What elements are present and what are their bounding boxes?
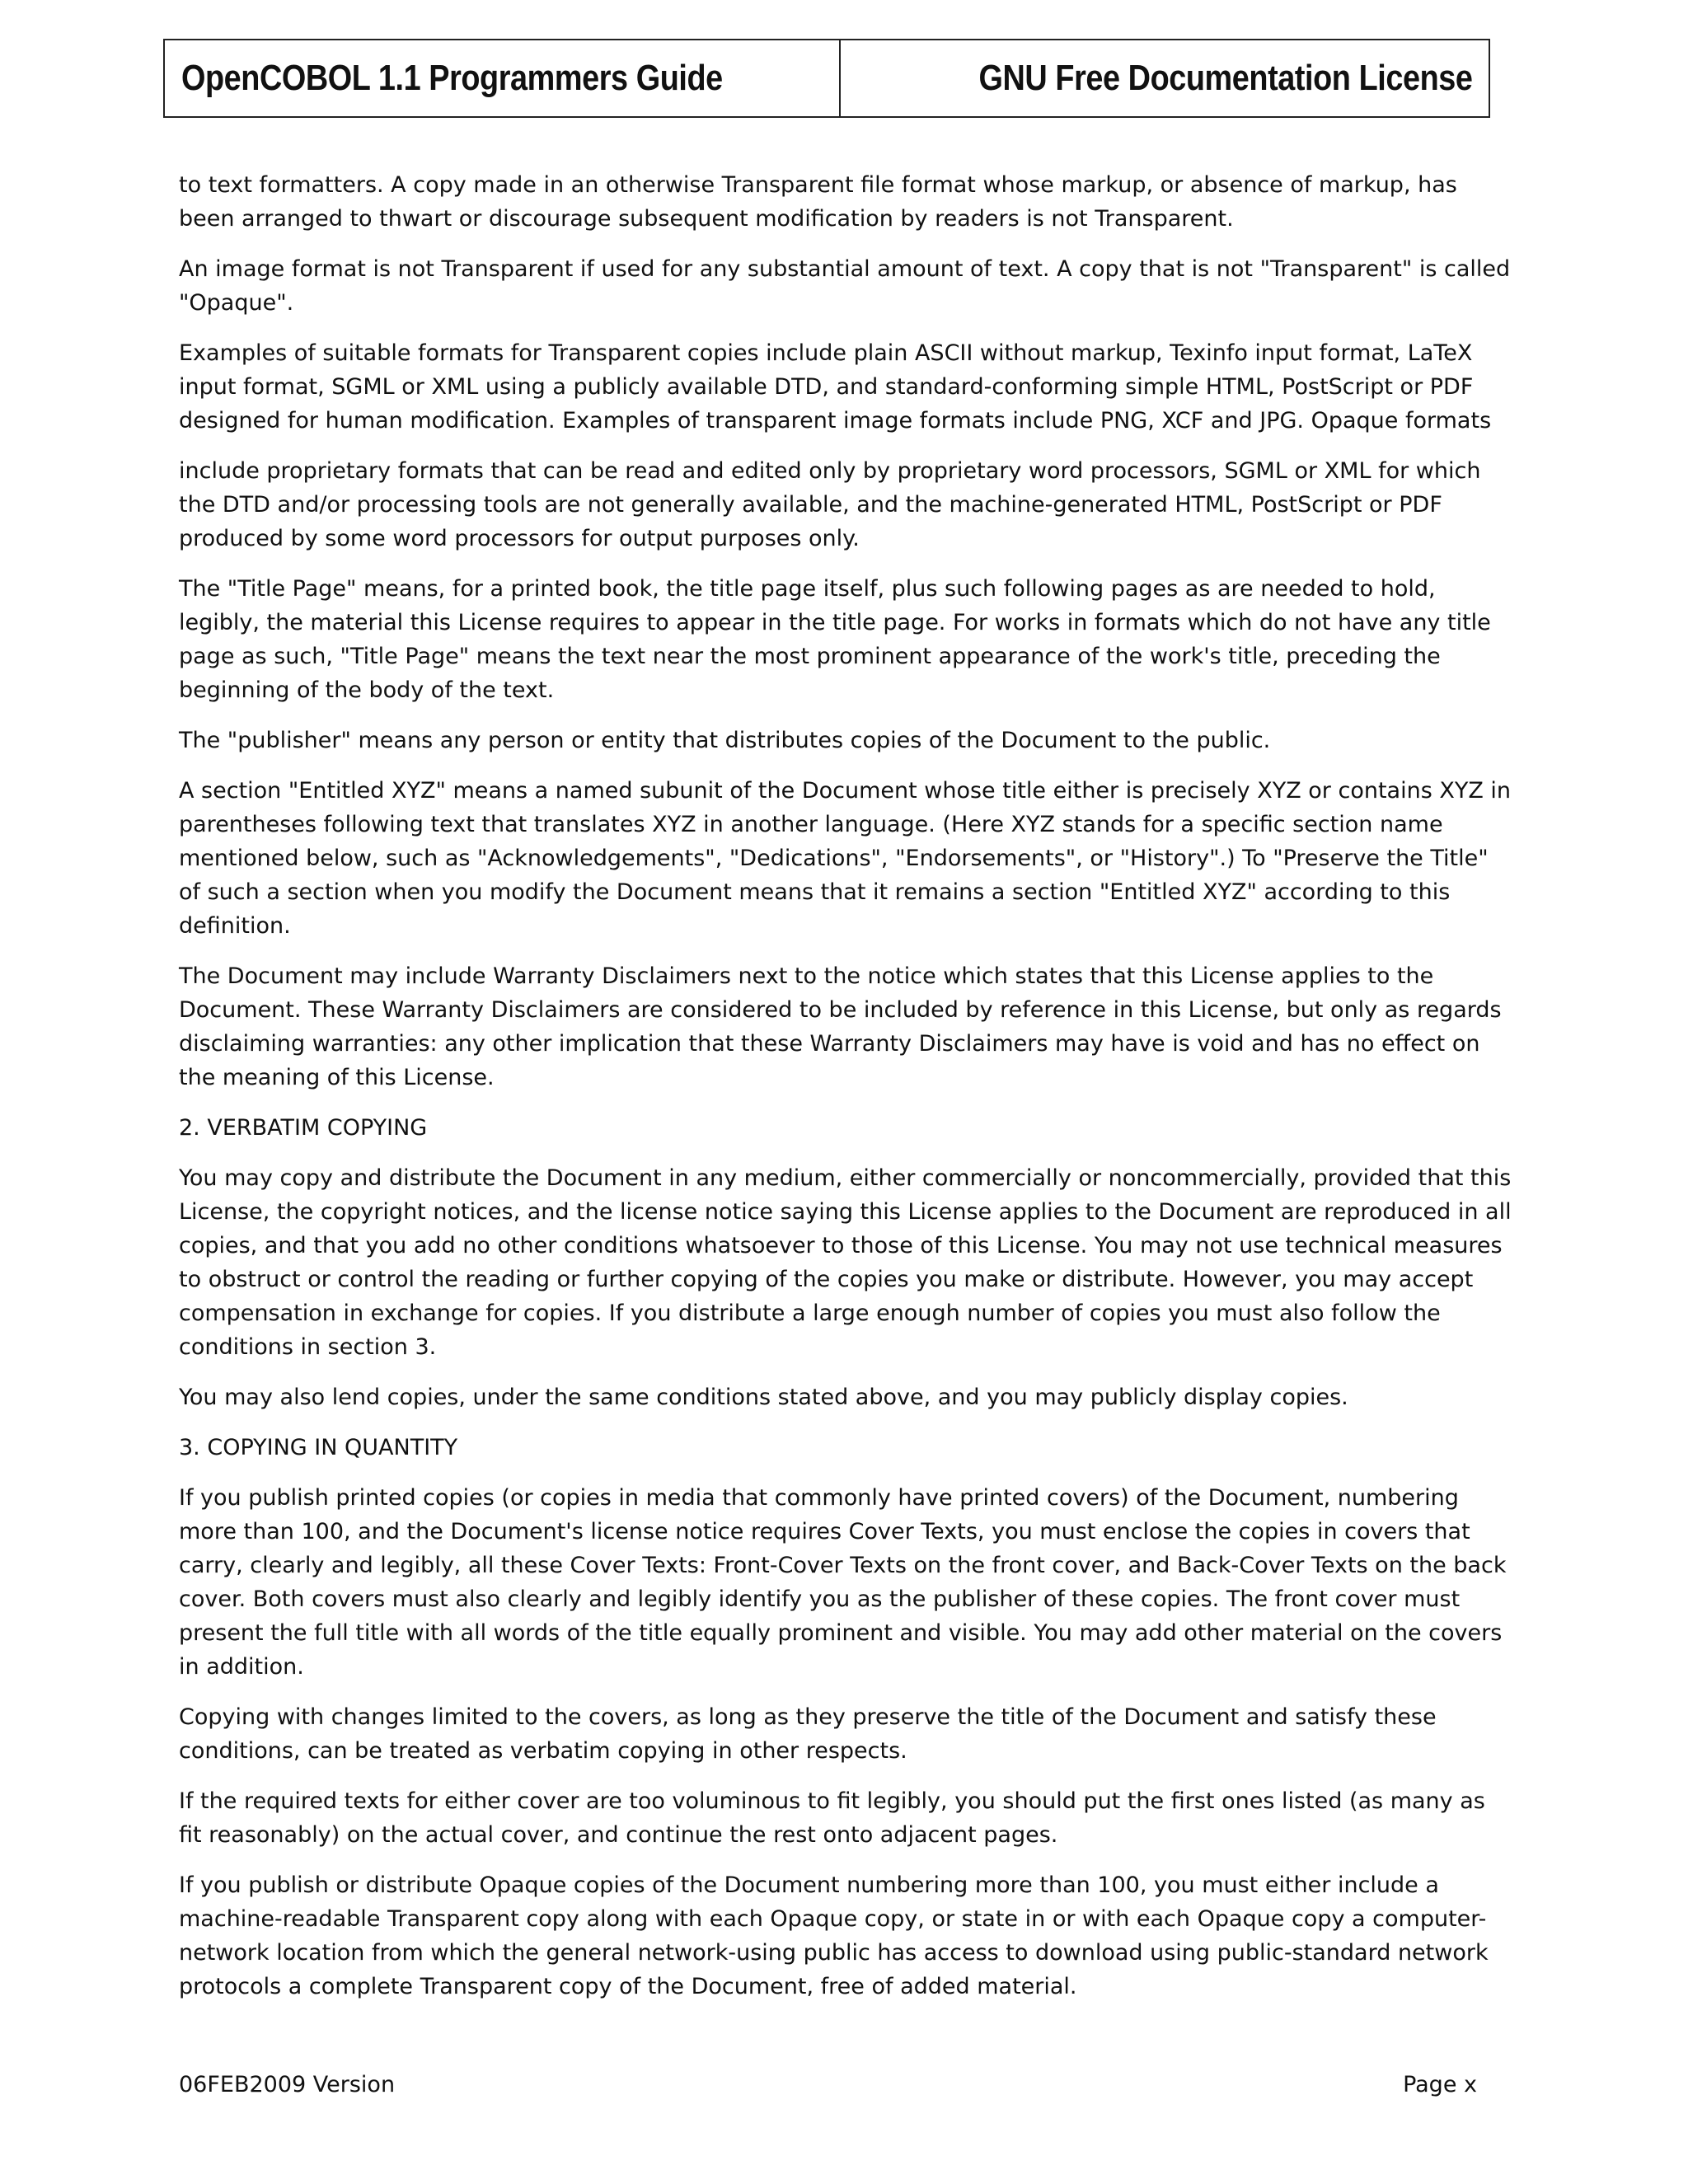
paragraph-voluminous-texts: If the required texts for either cover are too voluminous to fit legibly, you should put the first ones listed (as many as fit reasonably) on the actual cover, and continue the rest onto adjacent pages. [179, 1788, 1485, 1848]
paragraph-transparent-examples: Examples of suitable formats for Transparent copies include plain ASCII without markup, Texinfo input format, LaTeX input format, SGML or XML using a publicly available DTD, and standard-conforming simple HTML, PostScript or PDF designed for human modification. Examples of transparent image formats include PNG, XCF and JPG. Opaque formats [179, 340, 1492, 434]
paragraph-printed-copies: If you publish printed copies (or copies in media that commonly have printed covers) of the Document, numbering more than 100, and the Document's license notice requires Cover Texts, you must enclose the copies in covers that carry, clearly and legibly, all these Cover Texts: Front-Cover Texts on the front cover, and Back-Cover Texts on the back cover. Both covers must also clearly and legibly identify you as the publisher of these copies. The front cover must present the full title with all words of the title equally prominent and visible. You may add other material on the covers in addition. [179, 1485, 1507, 1680]
paragraph-warranty-disclaimers: The Document may include Warranty Disclaimers next to the notice which states that this License applies to the Document. These Warranty Disclaimers are considered to be included by reference in this License, but only as regards disclaiming warranties: any other implication that these Warranty Disclaimers may have is void and has no effect on the meaning of this License. [179, 963, 1502, 1090]
header-left-cell [165, 40, 841, 116]
paragraph-publisher: The "publisher" means any person or entity that distributes copies of the Document to the public. [179, 728, 1271, 753]
paragraph-changes-to-covers: Copying with changes limited to the covers, as long as they preserve the title of the Document and satisfy these conditions, can be treated as verbatim copying in other respects. [179, 1704, 1437, 1764]
paragraph-lend-copies: You may also lend copies, under the same conditions stated above, and you may publicly display copies. [179, 1385, 1348, 1410]
paragraph-transparent-continued: to text formatters. A copy made in an otherwise Transparent file format whose markup, or absence of markup, has been arranged to thwart or discourage subsequent modification by readers is not Transparent. [179, 172, 1457, 232]
section-heading-copying-in-quantity: 3. COPYING IN QUANTITY [179, 1435, 458, 1460]
footer-version: 06FEB2009 Version [179, 2072, 396, 2097]
paragraph-entitled-xyz: A section "Entitled XYZ" means a named subunit of the Document whose title either is precisely XYZ or contains XYZ in parentheses following text that translates XYZ in another language. (Here XYZ stands for a specific section name mentioned below, such as "Acknowledgements", "Dedications", "Endorsements", or "History".) To "Preserve the Title" of such a section when you modify the Document means that it remains a section "Entitled XYZ" according to this definition. [179, 778, 1512, 939]
document-title: OpenCOBOL 1.1 Programmers Guide [181, 58, 723, 98]
paragraph-title-page: The "Title Page" means, for a printed book, the title page itself, plus such following pages as are needed to hold, legibly, the material this License requires to appear in the title page. For works in formats which do not have any title page as such, "Title Page" means the text near the most prominent appearance of the work's title, preceding the beginning of the body of the text. [179, 576, 1491, 703]
paragraph-opaque-distribution: If you publish or distribute Opaque copies of the Document numbering more than 100, you must either include a machine-readable Transparent copy along with each Opaque copy, or state in or with each Opaque copy a computer-network location from which the general network-using public has access to download using public-standard network protocols a complete Transparent copy of the Document, free of added material. [179, 1872, 1489, 1999]
page-header [163, 39, 1490, 118]
header-right-cell [841, 40, 1489, 116]
page-footer [179, 2069, 1477, 2102]
paragraph-verbatim-copying: You may copy and distribute the Document in any medium, either commercially or noncommercially, provided that this License, the copyright notices, and the license notice saying this License applies to the Document are reproduced in all copies, and that you add no other conditions whatsoever to those of this License. You may not use technical measures to obstruct or control the reading or further copying of the copies you make or distribute. However, you may accept compensation in exchange for copies. If you distribute a large enough number of copies you must also follow the conditions in section 3. [179, 1165, 1512, 1360]
chapter-title: GNU Free Documentation License [978, 58, 1472, 98]
footer-page-number: Page x [1403, 2072, 1477, 2097]
paragraph-opaque-definition: An image format is not Transparent if used for any substantial amount of text. A copy that is not "Transparent" is called "Opaque". [179, 256, 1511, 316]
paragraph-opaque-examples: include proprietary formats that can be read and edited only by proprietary word processors, SGML or XML for which the DTD and/or processing tools are not generally available, and the machine-generated HTML, PostScript or PDF produced by some word processors for output purposes only. [179, 458, 1481, 551]
section-heading-verbatim-copying: 2. VERBATIM COPYING [179, 1115, 428, 1141]
page-body [179, 168, 1514, 2020]
